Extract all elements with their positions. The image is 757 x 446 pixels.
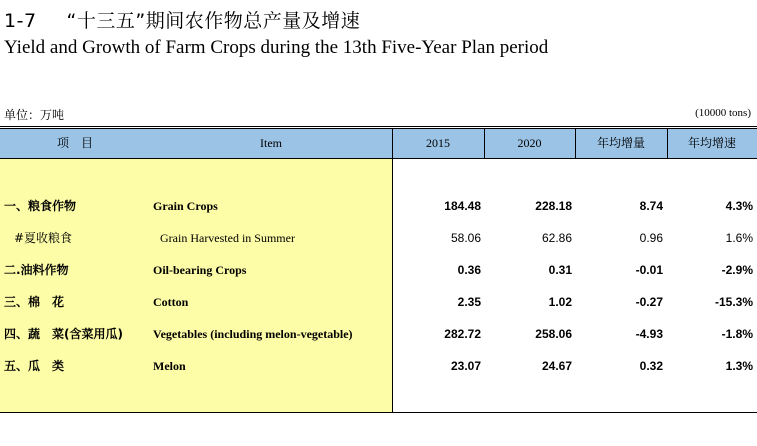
column-header-annual-growth: 年均增速 (687, 136, 736, 150)
value-2020: 228.18 (535, 199, 572, 213)
top-rule (0, 126, 757, 127)
row-label-en: Melon (153, 359, 186, 373)
row-label-en: Grain Crops (153, 199, 218, 213)
bottom-rule (0, 412, 757, 413)
row-label-en: Grain Harvested in Summer (160, 231, 295, 245)
table-row (0, 228, 757, 248)
value-2020: 0.31 (548, 263, 572, 277)
value-2015: 2.35 (457, 295, 481, 309)
row-label-en: Oil-bearing Crops (153, 263, 247, 277)
value-2015: 23.07 (450, 359, 481, 373)
row-label-cn: 三、棉 花 (4, 295, 65, 309)
table-row (0, 260, 757, 280)
value-2020: 62.86 (541, 231, 572, 245)
table-title-cn (4, 6, 360, 33)
column-header-item-en: Item (260, 136, 282, 150)
value-annual-growth: -2.9% (721, 263, 753, 277)
unit-label-cn: 单位：万吨 (4, 108, 65, 122)
column-header-2020: 2020 (517, 136, 542, 150)
table-row (0, 292, 757, 312)
value-2020: 24.67 (541, 359, 572, 373)
row-label-cn: 五、瓜 类 (4, 359, 65, 373)
row-label-cn: 二.油料作物 (4, 263, 69, 277)
column-header-annual-increment: 年均增量 (596, 136, 645, 150)
value-annual-increment: 8.74 (639, 199, 663, 213)
value-annual-increment: -4.93 (635, 327, 663, 341)
value-annual-growth: 1.6% (725, 231, 753, 245)
row-label-cn: #夏收粮食 (14, 231, 73, 245)
table-number: 1-7 (4, 10, 37, 32)
header-rule (0, 158, 757, 159)
unit-label-en: (10000 tons) (695, 107, 751, 119)
row-label-cn: 四、蔬 菜(含菜用瓜) (4, 327, 123, 341)
value-annual-growth: 1.3% (725, 359, 753, 373)
row-label-en: Vegetables (including melon-vegetable) (153, 327, 353, 341)
column-header-item-cn: 项 目 (56, 136, 93, 150)
value-2015: 282.72 (444, 327, 481, 341)
value-annual-growth: -15.3% (714, 295, 753, 309)
row-label-en: Cotton (153, 295, 189, 309)
table-row (0, 324, 757, 344)
value-annual-increment: 0.96 (639, 231, 663, 245)
value-2015: 184.48 (444, 199, 481, 213)
value-2015: 0.36 (457, 263, 481, 277)
value-annual-increment: -0.27 (635, 295, 663, 309)
value-2015: 58.06 (450, 231, 481, 245)
table-row (0, 196, 757, 216)
value-2020: 258.06 (535, 327, 572, 341)
row-label-cn: 一、粮食作物 (4, 199, 77, 213)
column-header-2015: 2015 (426, 136, 450, 150)
value-annual-increment: 0.32 (639, 359, 663, 373)
table-title-en: Yield and Growth of Farm Crops during the 13th Five-Year Plan period (4, 37, 549, 58)
title-cn-text: “十三五”期间农作物总产量及增速 (66, 10, 361, 32)
table-row (0, 356, 757, 376)
value-2020: 1.02 (548, 295, 572, 309)
value-annual-growth: 4.3% (725, 199, 753, 213)
value-annual-increment: -0.01 (635, 263, 663, 277)
value-annual-growth: -1.8% (721, 327, 753, 341)
